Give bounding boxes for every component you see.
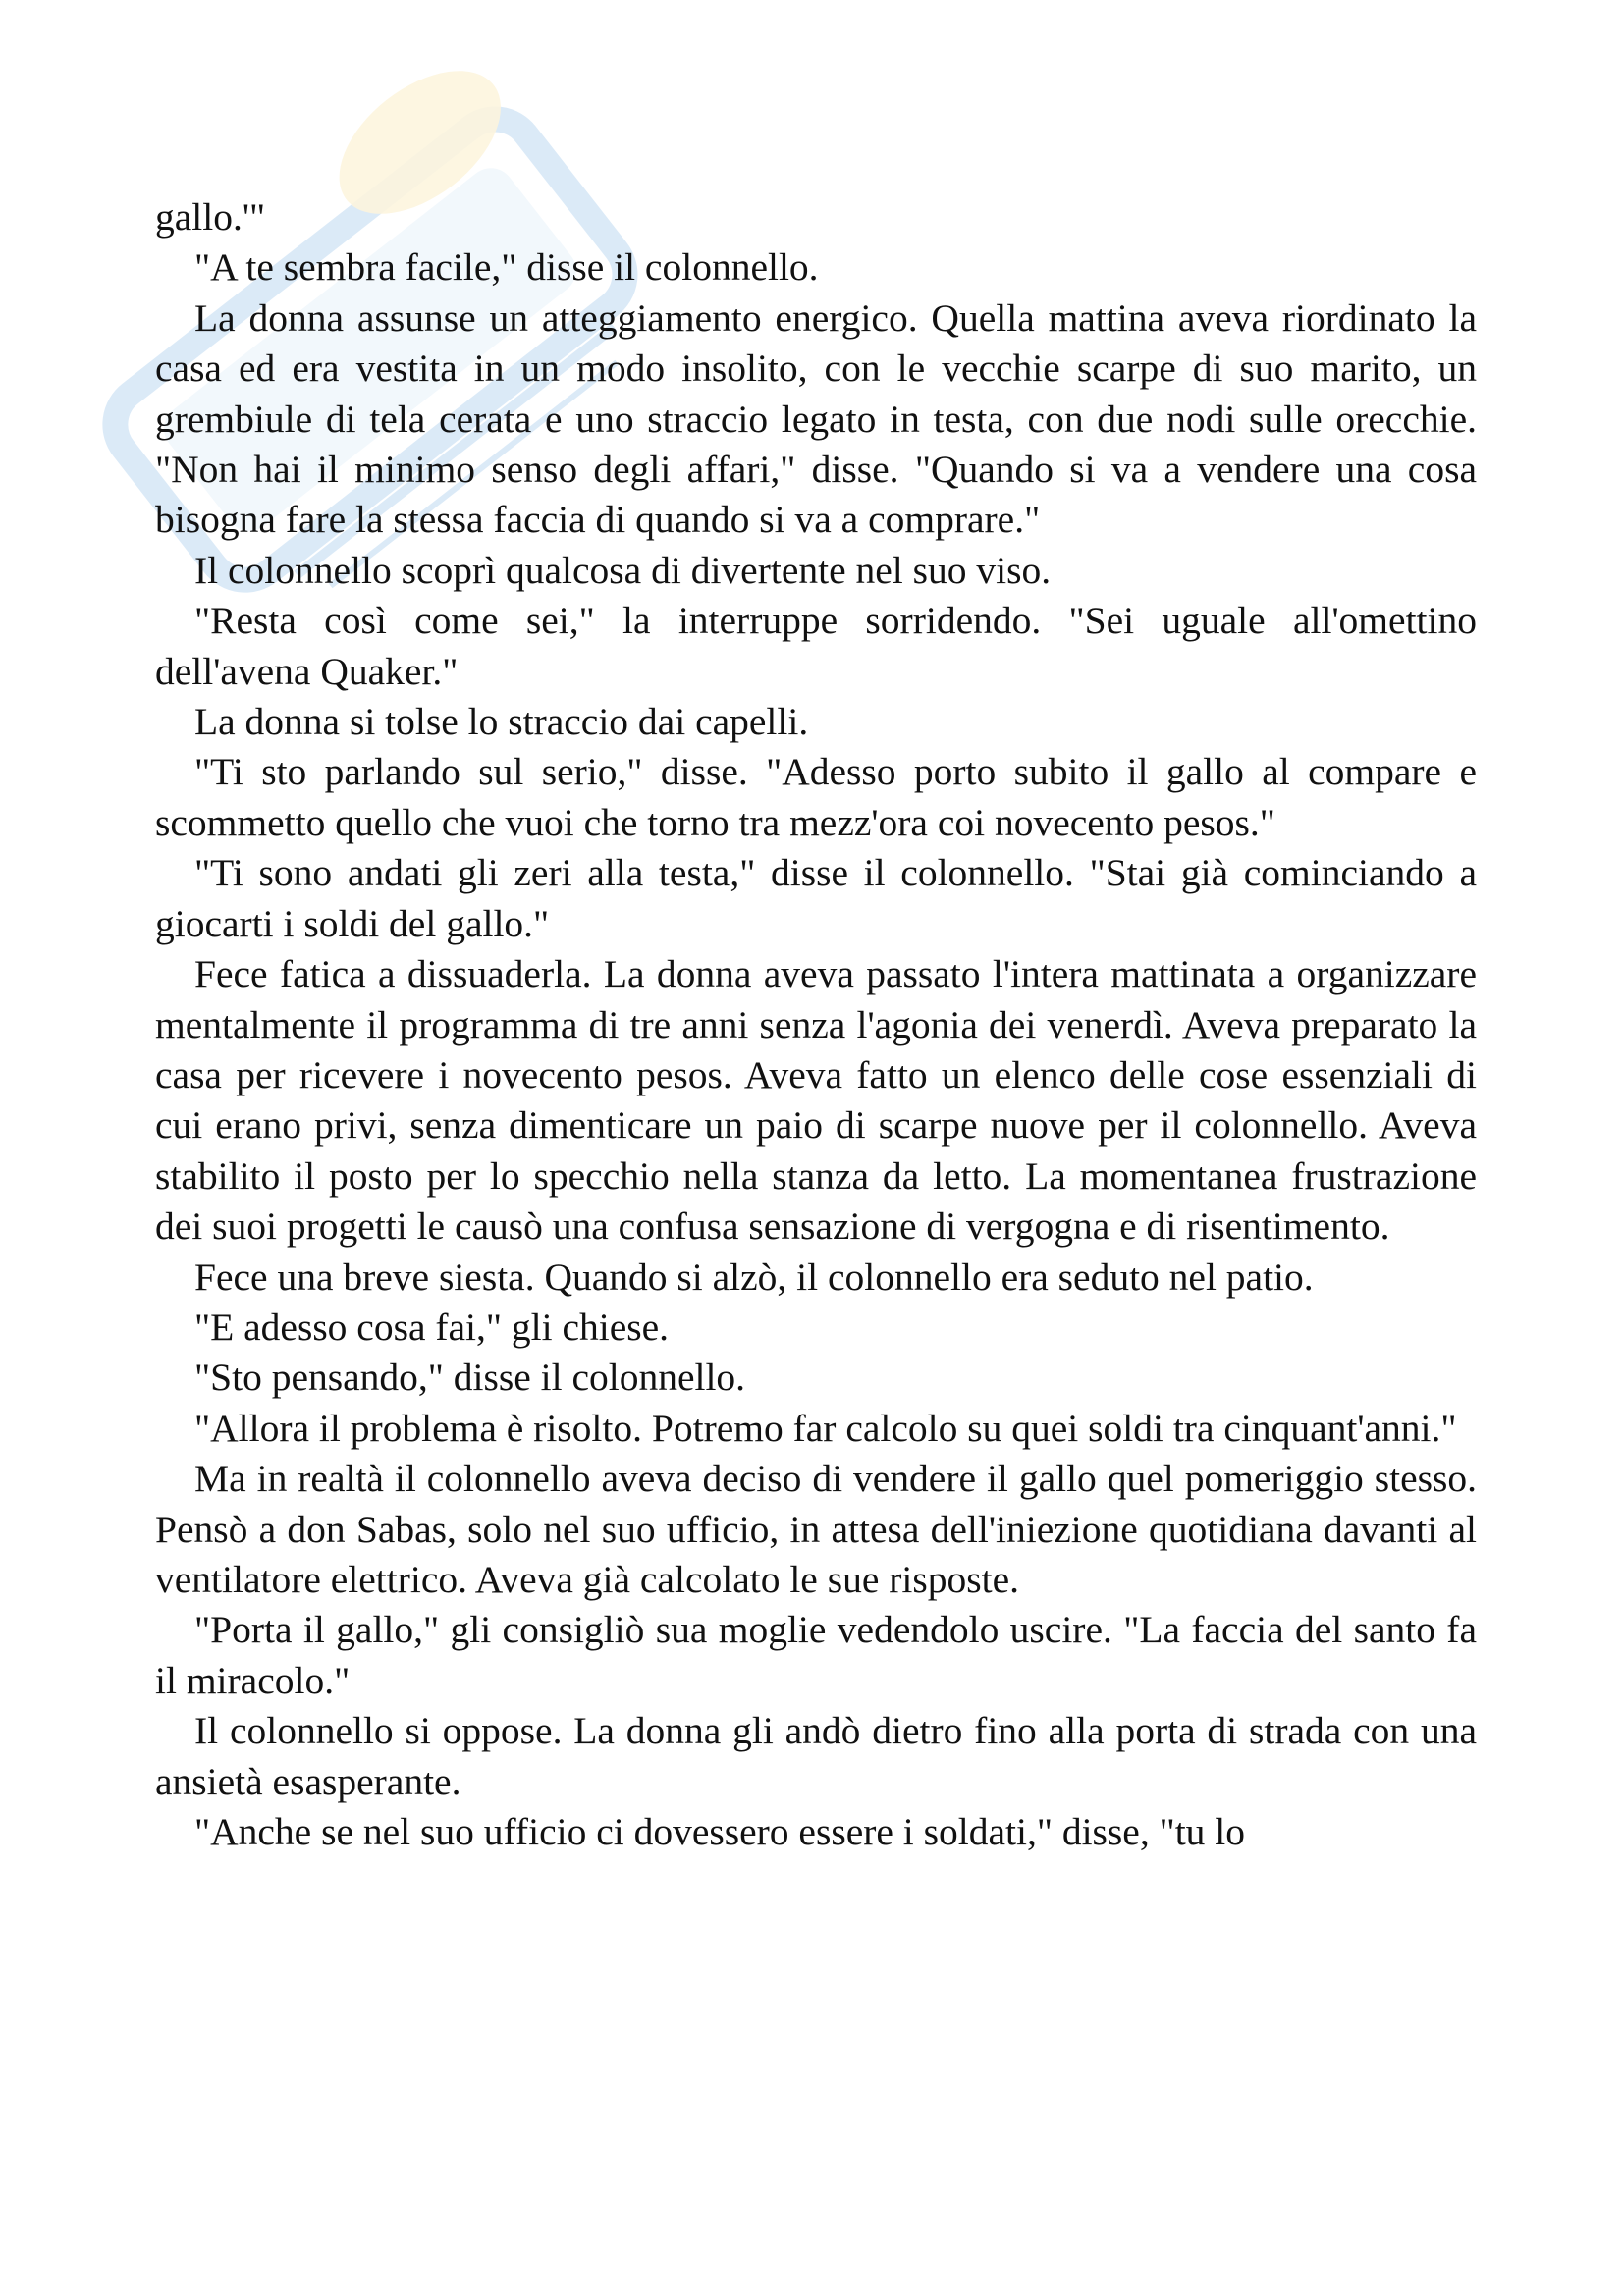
- paragraph: "Sto pensando," disse il colonnello.: [194, 1356, 746, 1400]
- paragraph: "Anche se nel suo ufficio ci dovessero essere i soldati," disse, "tu lo: [194, 1810, 1246, 1853]
- paragraph: Il colonnello scoprì qualcosa di divertente nel suo viso.: [194, 548, 1052, 592]
- paragraph: Ma in realtà il colonnello aveva deciso di vendere il gallo quel pomeriggio stesso. Pensò a don Sabas, solo nel suo ufficio, in attesa dell'iniezione quotidiana davanti al ventilatore elettrico. Aveva già calcolato le sue risposte.: [155, 1457, 1477, 1601]
- paragraph: "Ti sto parlando sul serio," disse. "Adesso porto subito il gallo al compare e scommetto quello che vuoi che torno tra mezz'ora coi novecento pesos.": [155, 750, 1477, 844]
- paragraph: "Porta il gallo," gli consigliò sua moglie vedendolo uscire. "La faccia del santo fa il miracolo.": [155, 1608, 1477, 1702]
- paragraph: Fece fatica a dissuaderla. La donna aveva passato l'intera mattinata a organizzare mentalmente il programma di tre anni senza l'agonia dei venerdì. Aveva preparato la casa per ricevere i novecento pesos. Aveva fatto un elenco delle cose essenziali di cui erano privi, senza dimenticare un paio di scarpe nuove per il colonnello. Aveva stabilito il posto per lo specchio nella stanza da letto. La momentanea frustrazione dei suoi progetti le causò una confusa sensazione di vergogna e di risentimento.: [155, 952, 1477, 1249]
- paragraph: La donna assunse un atteggiamento energico. Quella mattina aveva riordinato la casa ed era vestita in un modo insolito, con le vecchie scarpe di suo marito, un grembiule di tela cerata e uno straccio legato in testa, con due nodi sulle orecchie. "Non hai il minimo senso degli affari," disse. "Quando si va a vendere una cosa bisogna fare la stessa faccia di quando si va a comprare.": [155, 295, 1477, 542]
- paragraph: Fece una breve siesta. Quando si alzò, il colonnello era seduto nel patio.: [194, 1255, 1314, 1299]
- paragraph: "E adesso cosa fai," gli chiese.: [194, 1305, 670, 1349]
- paragraph: "Resta così come sei," la interruppe sorridendo. "Sei uguale all'omettino dell'avena Quaker.": [155, 599, 1477, 693]
- paragraph: "A te sembra facile," disse il colonnello.: [194, 245, 819, 290]
- body-text: [155, 192, 1477, 1857]
- paragraph: gallo.'": [155, 195, 266, 239]
- paragraph: La donna si tolse lo straccio dai capelli.: [194, 700, 809, 744]
- paragraph: Il colonnello si oppose. La donna gli andò dietro fino alla porta di strada con una ansietà esasperante.: [155, 1709, 1477, 1803]
- paragraph: "Allora il problema è risolto. Potremo far calcolo su quei soldi tra cinquant'anni.": [194, 1406, 1457, 1450]
- paragraph: "Ti sono andati gli zeri alla testa," disse il colonnello. "Stai già cominciando a giocarti i soldi del gallo.": [155, 851, 1477, 945]
